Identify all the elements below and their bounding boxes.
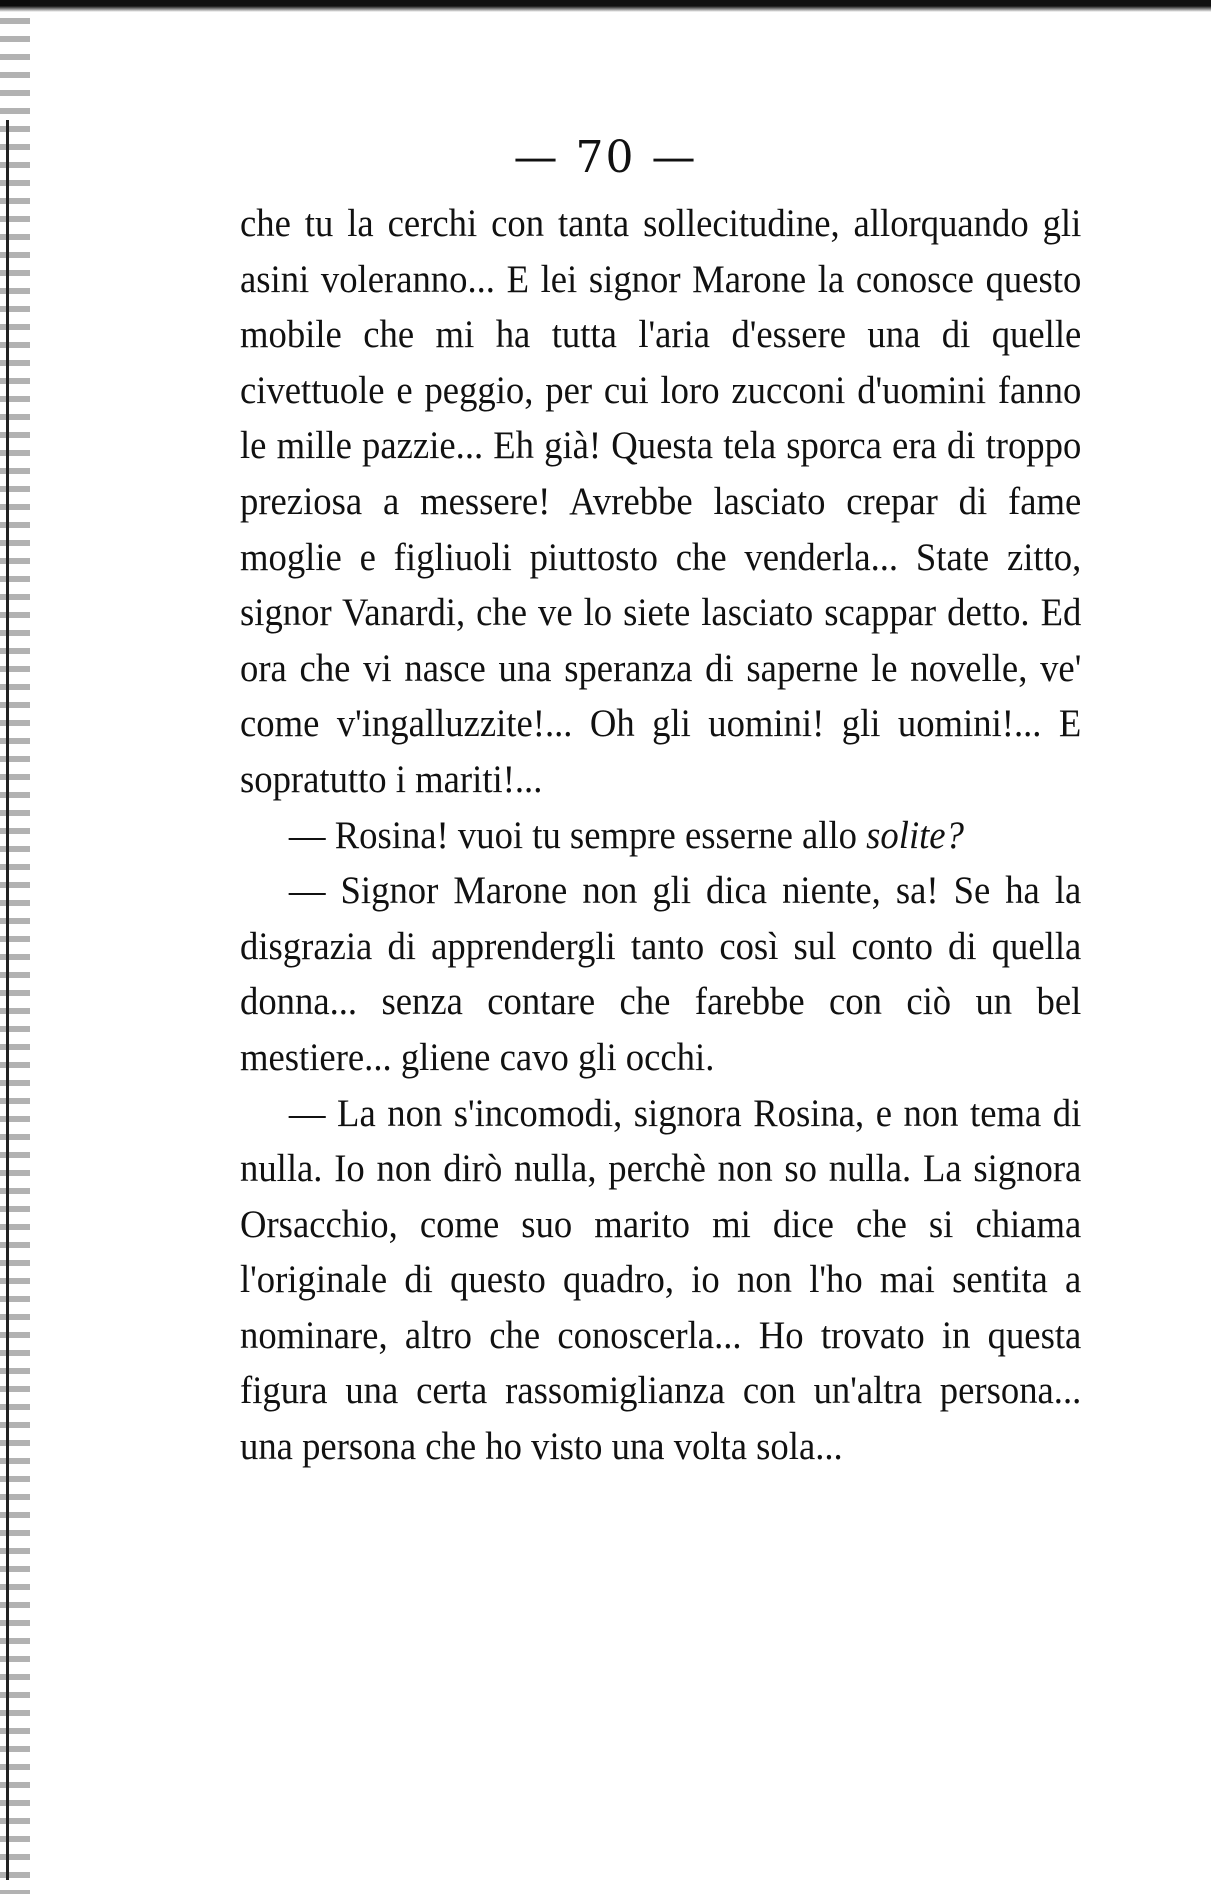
page-number: — 70 —	[513, 132, 698, 183]
paragraph-2	[240, 808, 1081, 864]
page-top-edge	[0, 0, 1211, 12]
paragraph-2-italic: solite?	[866, 813, 964, 857]
binding-gutter-line	[6, 120, 9, 1880]
paragraph-2-text: — Rosina! vuoi tu sempre esserne allo	[288, 813, 867, 857]
paragraph-3: — Signor Marone non gli dica niente, sa! Se ha la disgrazia di apprendergli tanto così sul conto di quella donna... senza contare che farebbe con ciò un bel mestiere... gliene cavo gli occhi.	[240, 869, 1082, 1079]
paragraph-1: che tu la cerchi con tanta sollecitudine, allorquando gli asini voleranno... E lei signor Marone la conosce questo mobile che mi ha tutta l'aria d'essere una di quelle civettuole e peggio, per cui loro zucconi d'uomini fanno le mille pazzie... Eh già! Questa tela sporca era di troppo preziosa a messere! Avrebbe lasciato crepar di fame moglie e figliuoli piuttosto che venderla... State zitto, signor Vanardi, che ve lo siete lasciato scappar detto. Ed ora che vi nasce una speranza di saperne le novelle, ve' come v'ingalluzzite!... Oh gli uomini! gli uomini!... E sopratutto i mariti!...	[240, 202, 1082, 801]
binding-gutter	[0, 0, 30, 1894]
body-text	[240, 196, 1081, 1475]
paragraph-4: — La non s'incomodi, signora Rosina, e non tema di nulla. Io non dirò nulla, perchè non so nulla. La signora Orsacchio, come suo marito mi dice che si chiama l'originale di questo quadro, io non l'ho mai sentita a nominare, altro che conoscerla... Ho trovato in questa figura una certa rassomiglianza con un'altra persona... una persona che ho visto una volta sola...	[240, 1091, 1082, 1469]
